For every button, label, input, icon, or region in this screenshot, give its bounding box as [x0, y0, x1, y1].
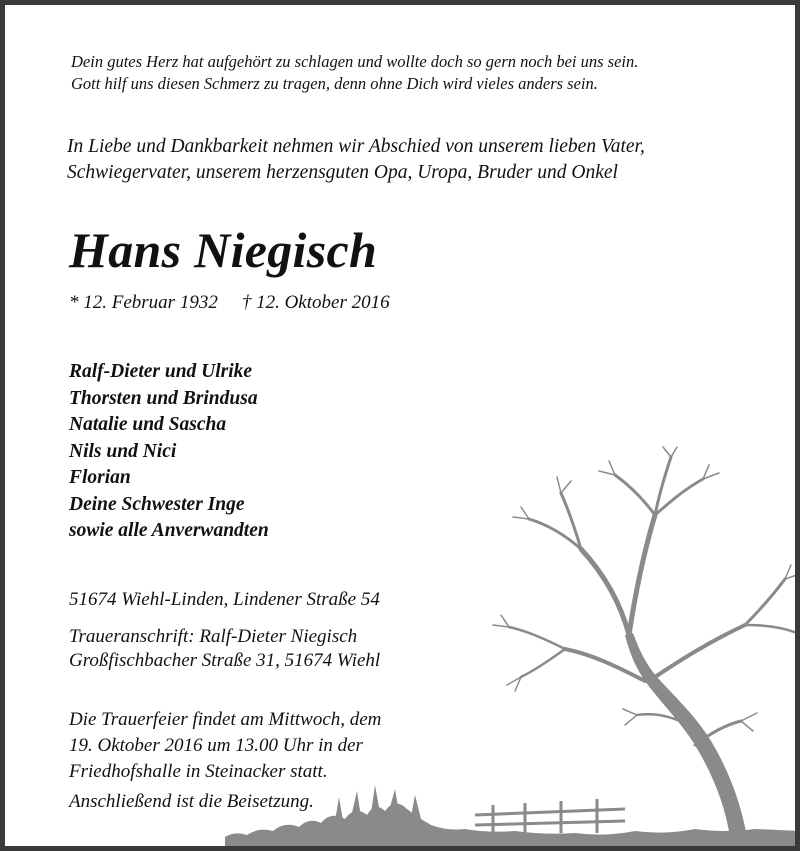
death-date: † 12. Oktober 2016 — [241, 292, 390, 313]
mourner-entry: Deine Schwester Inge — [69, 493, 245, 515]
home-address: 51674 Wiehl-Linden, Lindener Straße 54 — [69, 589, 380, 610]
service-line: Friedhofshalle in Steinacker statt. — [69, 761, 328, 782]
mourner-entry: Ralf-Dieter und Ulrike — [69, 361, 253, 382]
burial-note: Anschließend ist die Beisetzung. — [69, 791, 314, 812]
mourner-entry: Natalie und Sascha — [69, 414, 227, 435]
tree-silhouette-image — [225, 445, 800, 851]
birth-date: * 12. Februar 1932 — [69, 292, 218, 313]
postal-line: Traueranschrift: Ralf-Dieter Niegisch — [69, 626, 358, 647]
service-line: 19. Oktober 2016 um 13.00 Uhr in der — [69, 735, 363, 756]
life-dates — [69, 291, 390, 315]
postal-line: Großfischbacher Straße 31, 51674 Wiehl — [69, 650, 381, 671]
service-line: Die Trauerfeier findet am Mittwoch, dem — [69, 709, 382, 730]
mourner-entry: Nils und Nici — [69, 440, 177, 462]
mourner-entry: sowie alle Anverwandten — [69, 520, 269, 541]
motto-line: Gott hilf uns diesen Schmerz zu tragen, denn ohne Dich wird vieles anders sein. — [71, 74, 598, 93]
motto-line: Dein gutes Herz hat aufgehört zu schlagen und wollte doch so gern noch bei uns sein. — [71, 52, 639, 71]
intro-text — [67, 134, 747, 186]
intro-line: Schwiegervater, unserem herzensguten Opa, Uropa, Bruder und Onkel — [67, 162, 618, 183]
deceased-name: Hans Niegisch — [69, 222, 378, 278]
intro-line: In Liebe und Dankbarkeit nehmen wir Abschied von unserem lieben Vater, — [67, 136, 645, 157]
mourner-entry: Florian — [69, 467, 131, 488]
motto-verse — [71, 51, 771, 95]
mourner-entry: Thorsten und Brindusa — [69, 387, 258, 409]
